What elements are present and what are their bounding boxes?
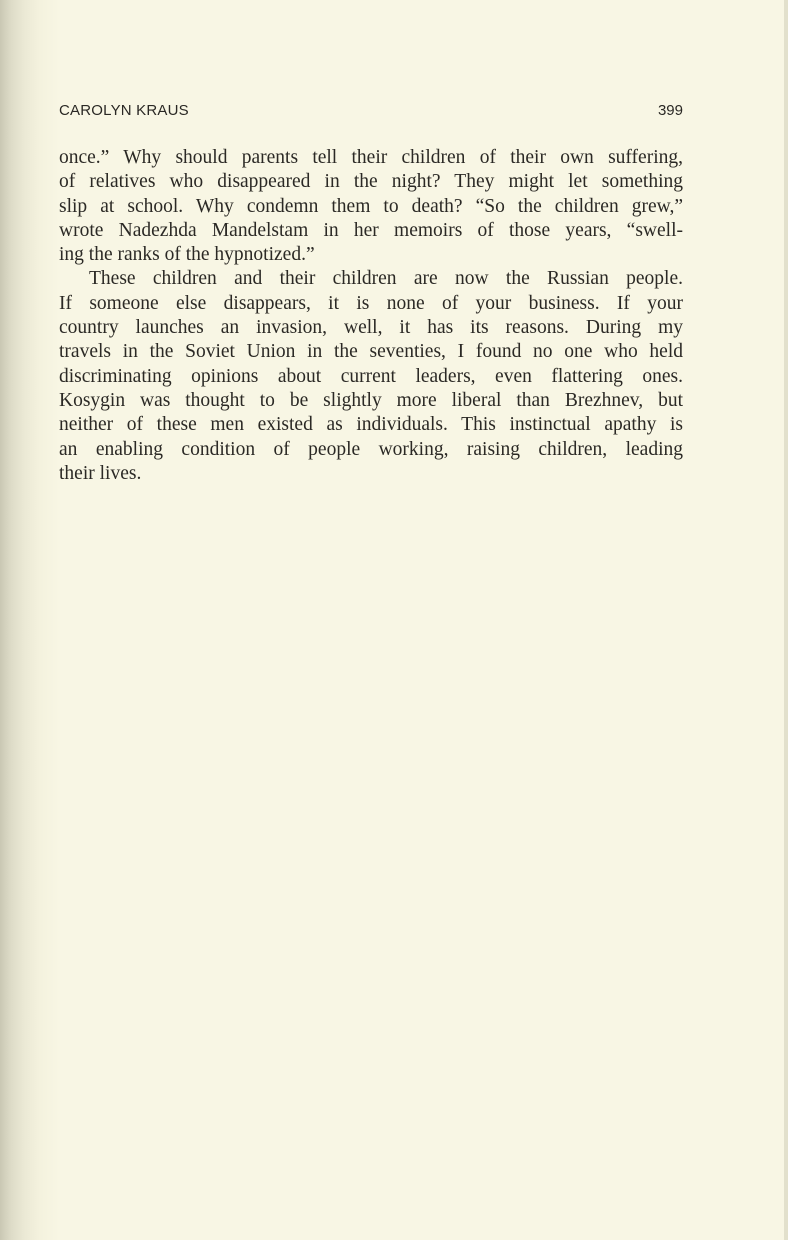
text-line: ing the ranks of the hypnotized.”	[59, 244, 315, 266]
running-head	[59, 102, 683, 122]
text-line: country launches an invasion, well, it has its reasons. During my	[59, 317, 683, 339]
paragraph-1	[59, 146, 683, 267]
body-text	[59, 146, 683, 486]
text-line: discriminating opinions about current leaders, even flattering ones.	[59, 365, 683, 387]
text-line: wrote Nadezhda Mandelstam in her memoirs of those years, “swell-	[59, 219, 683, 241]
running-head-author: CAROLYN KRAUS	[59, 102, 189, 119]
text-line: once.” Why should parents tell their children of their own suffering,	[59, 147, 683, 168]
text-line: slip at school. Why condemn them to death? “So the children grew,”	[59, 195, 683, 217]
paragraph-2	[59, 267, 683, 486]
text-line: These children and their children are now the Russian people.	[89, 268, 683, 290]
page-number: 399	[657, 102, 683, 119]
text-line: of relatives who disappeared in the night? They might let something	[59, 171, 683, 193]
text-line: an enabling condition of people working, raising children, leading	[59, 438, 683, 460]
text-line: their lives.	[59, 462, 142, 484]
text-line: If someone else disappears, it is none of your business. If your	[59, 292, 683, 314]
page-edge	[784, 0, 788, 1240]
text-line: travels in the Soviet Union in the seventies, I found no one who held	[59, 341, 683, 363]
text-line: neither of these men existed as individuals. This instinctual apathy is	[59, 414, 683, 436]
text-line: Kosygin was thought to be slightly more liberal than Brezhnev, but	[59, 389, 683, 411]
